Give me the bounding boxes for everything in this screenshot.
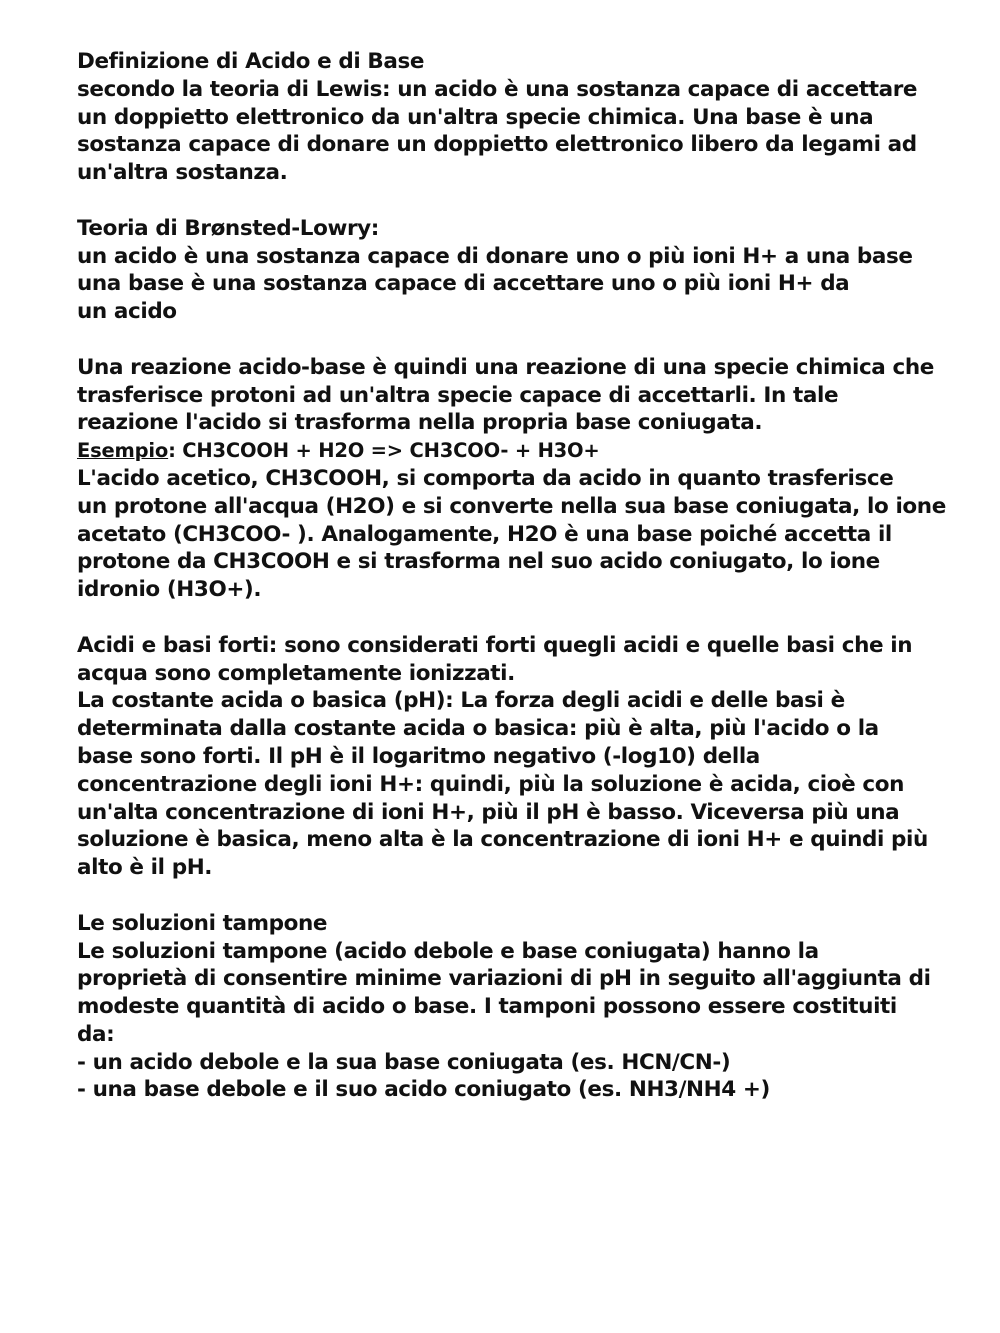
paragraph-line: proprietà di consentire minime variazioni di pH in seguito all'aggiunta di — [77, 966, 931, 992]
paragraph-line: Acidi e basi forti: sono considerati forti quegli acidi e quelle basi che in — [77, 632, 913, 658]
paragraph-line: soluzione è basica, meno alta è la concentrazione di ioni H+ e quindi più — [77, 827, 928, 853]
paragraph-line: L'acido acetico, CH3COOH, si comporta da acido in quanto trasferisce — [77, 465, 894, 491]
paragraph-line: La costante acida o basica (pH): La forza degli acidi e delle basi è — [77, 688, 845, 714]
example-line — [77, 437, 937, 465]
section-bronsted — [77, 215, 937, 326]
paragraph-line: un acido è una sostanza capace di donare uno o più ioni H+ a una base — [77, 243, 913, 269]
paragraph-line: un'altra sostanza. — [77, 160, 288, 186]
section-strong-acids — [77, 632, 937, 882]
paragraph-line: concentrazione degli ioni H+: quindi, più la soluzione è acida, cioè con — [77, 771, 905, 797]
paragraph-line: un'alta concentrazione di ioni H+, più il pH è basso. Viceversa più una — [77, 799, 900, 825]
document-page — [77, 48, 946, 1104]
section-title-buffer: Le soluzioni tampone — [77, 910, 328, 936]
paragraph-line: acetato (CH3COO- ). Analogamente, H2O è una base poiché accetta il — [77, 521, 892, 547]
paragraph-line: da: — [77, 1021, 115, 1047]
paragraph-line: Le soluzioni tampone (acido debole e base coniugata) hanno la — [77, 938, 819, 964]
section-title-bronsted: Teoria di Brønsted-Lowry: — [77, 215, 379, 241]
paragraph-line: reazione l'acido si trasforma nella propria base coniugata. — [77, 410, 763, 436]
section-buffer — [77, 910, 937, 1105]
blank-line — [77, 326, 937, 354]
paragraph-line: alto è il pH. — [77, 855, 213, 881]
paragraph-line: determinata dalla costante acida o basica: più è alta, più l'acido o la — [77, 716, 879, 742]
paragraph-line: un acido — [77, 299, 177, 325]
paragraph-line: idronio (H3O+). — [77, 577, 262, 603]
example-label: Esempio — [77, 439, 169, 463]
paragraph-line: un protone all'acqua (H2O) e si converte nella sua base coniugata, lo ione — [77, 493, 946, 519]
list-item: - un acido debole e la sua base coniugata (es. HCN/CN-) — [77, 1049, 731, 1075]
section-reaction — [77, 354, 946, 604]
paragraph-line: acqua sono completamente ionizzati. — [77, 660, 515, 686]
section-lewis — [77, 48, 937, 187]
paragraph-line: modeste quantità di acido o base. I tamponi possono essere costituiti — [77, 994, 897, 1020]
list-item: - una base debole e il suo acido coniugato (es. NH3/NH4 +) — [77, 1077, 770, 1103]
paragraph-line: trasferisce protoni ad un'altra specie capace di accettarli. In tale — [77, 382, 839, 408]
section-title-lewis: Definizione di Acido e di Base — [77, 49, 425, 74]
blank-line — [77, 604, 937, 632]
paragraph-line: sostanza capace di donare un doppietto elettronico libero da legami ad — [77, 132, 917, 158]
example-equation: : CH3COOH + H2O => CH3COO- + H3O+ — [168, 439, 600, 463]
paragraph-line: Una reazione acido-base è quindi una reazione di una specie chimica che — [77, 354, 934, 380]
paragraph-line: base sono forti. Il pH è il logaritmo negativo (-log10) della — [77, 743, 760, 769]
paragraph-line: protone da CH3COOH e si trasforma nel suo acido coniugato, lo ione — [77, 549, 880, 575]
paragraph-line: secondo la teoria di Lewis: un acido è una sostanza capace di accettare — [77, 76, 918, 102]
blank-line — [77, 187, 937, 215]
blank-line — [77, 882, 937, 910]
paragraph-line: una base è una sostanza capace di accettare uno o più ioni H+ da — [77, 271, 850, 297]
paragraph-line: un doppietto elettronico da un'altra specie chimica. Una base è una — [77, 104, 874, 130]
